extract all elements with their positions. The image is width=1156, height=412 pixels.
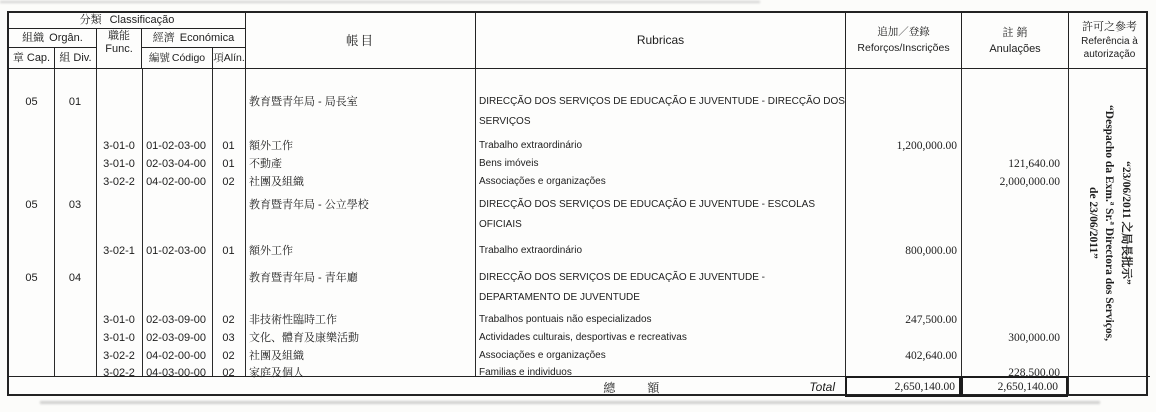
cell-rubrica: Trabalhos pontuais não especializados	[479, 314, 652, 325]
cell-conta: 文化、體育及康樂活動	[249, 332, 359, 344]
total-anulacoes-value: 2,650,140.00	[961, 376, 1068, 397]
header-funcional-zh: 職能	[108, 30, 130, 42]
header-codigo-zh: 編號	[148, 52, 170, 65]
cell-anulacoes: 228,500.00	[1008, 367, 1060, 379]
cell-reforcos: 247,500.00	[905, 314, 957, 326]
authorization-line-pt2: de 23/06/2011”	[1086, 186, 1099, 259]
cell-alinea: 02	[222, 350, 235, 362]
header-divisao-zh: 組	[59, 52, 71, 65]
table-row	[9, 175, 1068, 192]
cell-conta: 額外工作	[249, 140, 293, 152]
header-referencia-pt2: autorização	[1083, 49, 1136, 61]
cell-rubrica: DIRECÇÃO DOS SERVIÇOS DE EDUCAÇÃO E JUVENTUDE - DIRECÇÃO DOS SERVIÇOS	[479, 96, 845, 127]
header-divisao-pt: Div.	[73, 52, 92, 65]
cell-codigo: 01-02-03-00	[146, 245, 206, 257]
cell-div: 04	[68, 272, 82, 284]
cell-cap: 05	[25, 199, 38, 211]
header-alinea	[212, 48, 245, 69]
cell-codigo: 02-03-09-00	[146, 332, 206, 344]
header-funcional	[96, 29, 142, 69]
cell-func: 3-02-2	[103, 367, 135, 379]
header-capitulo	[9, 48, 54, 69]
header-classification	[9, 13, 245, 29]
header-alinea-pt: Alín.	[223, 52, 245, 65]
cell-rubrica: Associações e organizações	[479, 350, 606, 361]
cell-conta: 非技術性臨時工作	[249, 314, 337, 326]
header-organica-pt: Orgân.	[49, 31, 83, 44]
header-economica	[142, 29, 245, 48]
cell-codigo: 02-03-04-00	[146, 158, 206, 170]
cell-anulacoes: 300,000.00	[1008, 332, 1060, 344]
table-row	[9, 244, 1068, 261]
total-label-pt: Total	[809, 380, 835, 394]
cell-func: 3-02-1	[103, 245, 135, 257]
header-capitulo-zh: 章	[12, 52, 24, 65]
authorization-reference-cell	[1068, 69, 1150, 376]
cell-rubrica: Bens imóveis	[479, 158, 539, 169]
table-row	[9, 271, 1068, 308]
cell-conta: 社團及組織	[249, 176, 304, 188]
cell-alinea: 02	[222, 367, 235, 379]
header-anulacoes	[961, 13, 1068, 69]
cell-alinea: 01	[222, 245, 235, 257]
cell-func: 3-01-0	[103, 332, 135, 344]
cell-conta: 家庭及個人	[249, 367, 304, 379]
table-row	[9, 95, 1068, 132]
cell-reforcos: 800,000.00	[905, 245, 957, 257]
header-conta	[245, 13, 475, 69]
cell-rubrica: Associações e organizações	[479, 176, 606, 187]
cell-func: 3-02-2	[103, 350, 135, 362]
header-reforcos-zh: 追加／登錄	[877, 26, 930, 39]
budget-amendment-table	[7, 11, 1148, 396]
scan-artifact-top	[0, 1, 760, 3]
scan-artifact-bottom	[40, 401, 1100, 404]
cell-cap: 05	[25, 96, 38, 108]
header-reforcos-pt: Reforços/Inscrições	[857, 42, 950, 54]
cell-alinea: 01	[222, 158, 235, 170]
cell-alinea: 02	[222, 314, 235, 326]
cell-codigo: 01-02-03-00	[146, 140, 206, 152]
cell-rubrica: Trabalho extraordinário	[479, 245, 583, 256]
header-conta-zh: 帳目	[345, 33, 375, 48]
cell-conta: 不動產	[249, 158, 282, 170]
cell-anulacoes: 121,640.00	[1008, 158, 1060, 170]
authorization-line-pt1: “Despacho da Exm.ª Sr.ª Directora dos Serviços,	[1103, 104, 1116, 341]
header-organica-zh: 組織	[22, 31, 45, 44]
cell-anulacoes: 2,000,000.00	[999, 176, 1060, 188]
cell-codigo: 02-03-09-00	[146, 314, 206, 326]
cell-func: 3-01-0	[103, 140, 135, 152]
header-anulacoes-zh: 註 銷	[1002, 26, 1028, 39]
header-anulacoes-pt: Anulações	[989, 43, 1041, 55]
table-row	[9, 198, 1068, 235]
total-label-cell	[9, 377, 845, 397]
cell-codigo: 04-02-00-00	[146, 350, 206, 362]
header-organica	[9, 29, 96, 48]
cell-alinea: 03	[222, 332, 235, 344]
header-classification-pt: Classificação	[109, 14, 175, 27]
cell-conta: 教育暨青年局 - 青年廳	[249, 272, 358, 284]
table-body	[9, 69, 1150, 396]
cell-rubrica: DIRECÇÃO DOS SERVIÇOS DE EDUCAÇÃO E JUVENTUDE - ESCOLAS OFICIAIS	[479, 199, 815, 230]
cell-codigo: 04-02-00-00	[146, 176, 206, 188]
cell-alinea: 01	[222, 140, 235, 152]
header-capitulo-pt: Cap.	[26, 52, 51, 65]
total-row	[9, 376, 1150, 396]
cell-rubrica: Familias e individuos	[479, 367, 572, 378]
header-rubricas-pt: Rubricas	[636, 33, 685, 48]
header-codigo-pt: Código	[171, 52, 206, 65]
cell-rubrica: Actividades culturais, desportivas e recreativas	[479, 332, 687, 343]
header-referencia-zh: 許可之參考	[1082, 21, 1137, 34]
cell-func: 3-01-0	[103, 314, 135, 326]
cell-func: 3-02-2	[103, 176, 135, 188]
cell-div: 01	[68, 96, 82, 108]
total-reforcos-value: 2,650,140.00	[845, 376, 961, 397]
cell-rubrica: DIRECÇÃO DOS SERVIÇOS DE EDUCAÇÃO E JUVENTUDE - DEPARTAMENTO DE JUVENTUDE	[479, 272, 765, 303]
cell-conta: 社團及組織	[249, 350, 304, 362]
header-referencia-pt1: Referência à	[1081, 35, 1138, 47]
header-divisao	[54, 48, 96, 69]
authorization-reference-text	[1084, 58, 1134, 388]
header-economica-zh: 經濟	[152, 31, 175, 44]
cell-div: 03	[68, 199, 82, 211]
authorization-line-zh: “23/06/2011 之局長批示”	[1120, 160, 1133, 285]
header-alinea-zh: 項	[213, 52, 224, 65]
cell-func: 3-01-0	[103, 158, 135, 170]
cell-cap: 05	[25, 272, 38, 284]
cell-reforcos: 402,640.00	[905, 350, 957, 362]
cell-conta: 教育暨青年局 - 公立學校	[249, 199, 369, 211]
header-classification-zh: 分類	[79, 14, 102, 27]
header-economica-pt: Económica	[179, 31, 235, 44]
cell-alinea: 02	[222, 176, 235, 188]
header-rubricas	[475, 13, 845, 69]
header-codigo	[142, 48, 212, 69]
cell-rubrica: Trabalho extraordinário	[479, 140, 583, 151]
cell-conta: 額外工作	[249, 245, 293, 257]
cell-conta: 教育暨青年局 - 局長室	[249, 96, 358, 108]
cell-codigo: 04-03-00-00	[146, 367, 206, 379]
header-reforcos	[845, 13, 961, 69]
total-label-zh: 總 額	[603, 380, 670, 395]
cell-reforcos: 1,200,000.00	[896, 140, 957, 152]
table-header	[9, 13, 1146, 69]
header-funcional-pt: Func.	[105, 42, 133, 55]
